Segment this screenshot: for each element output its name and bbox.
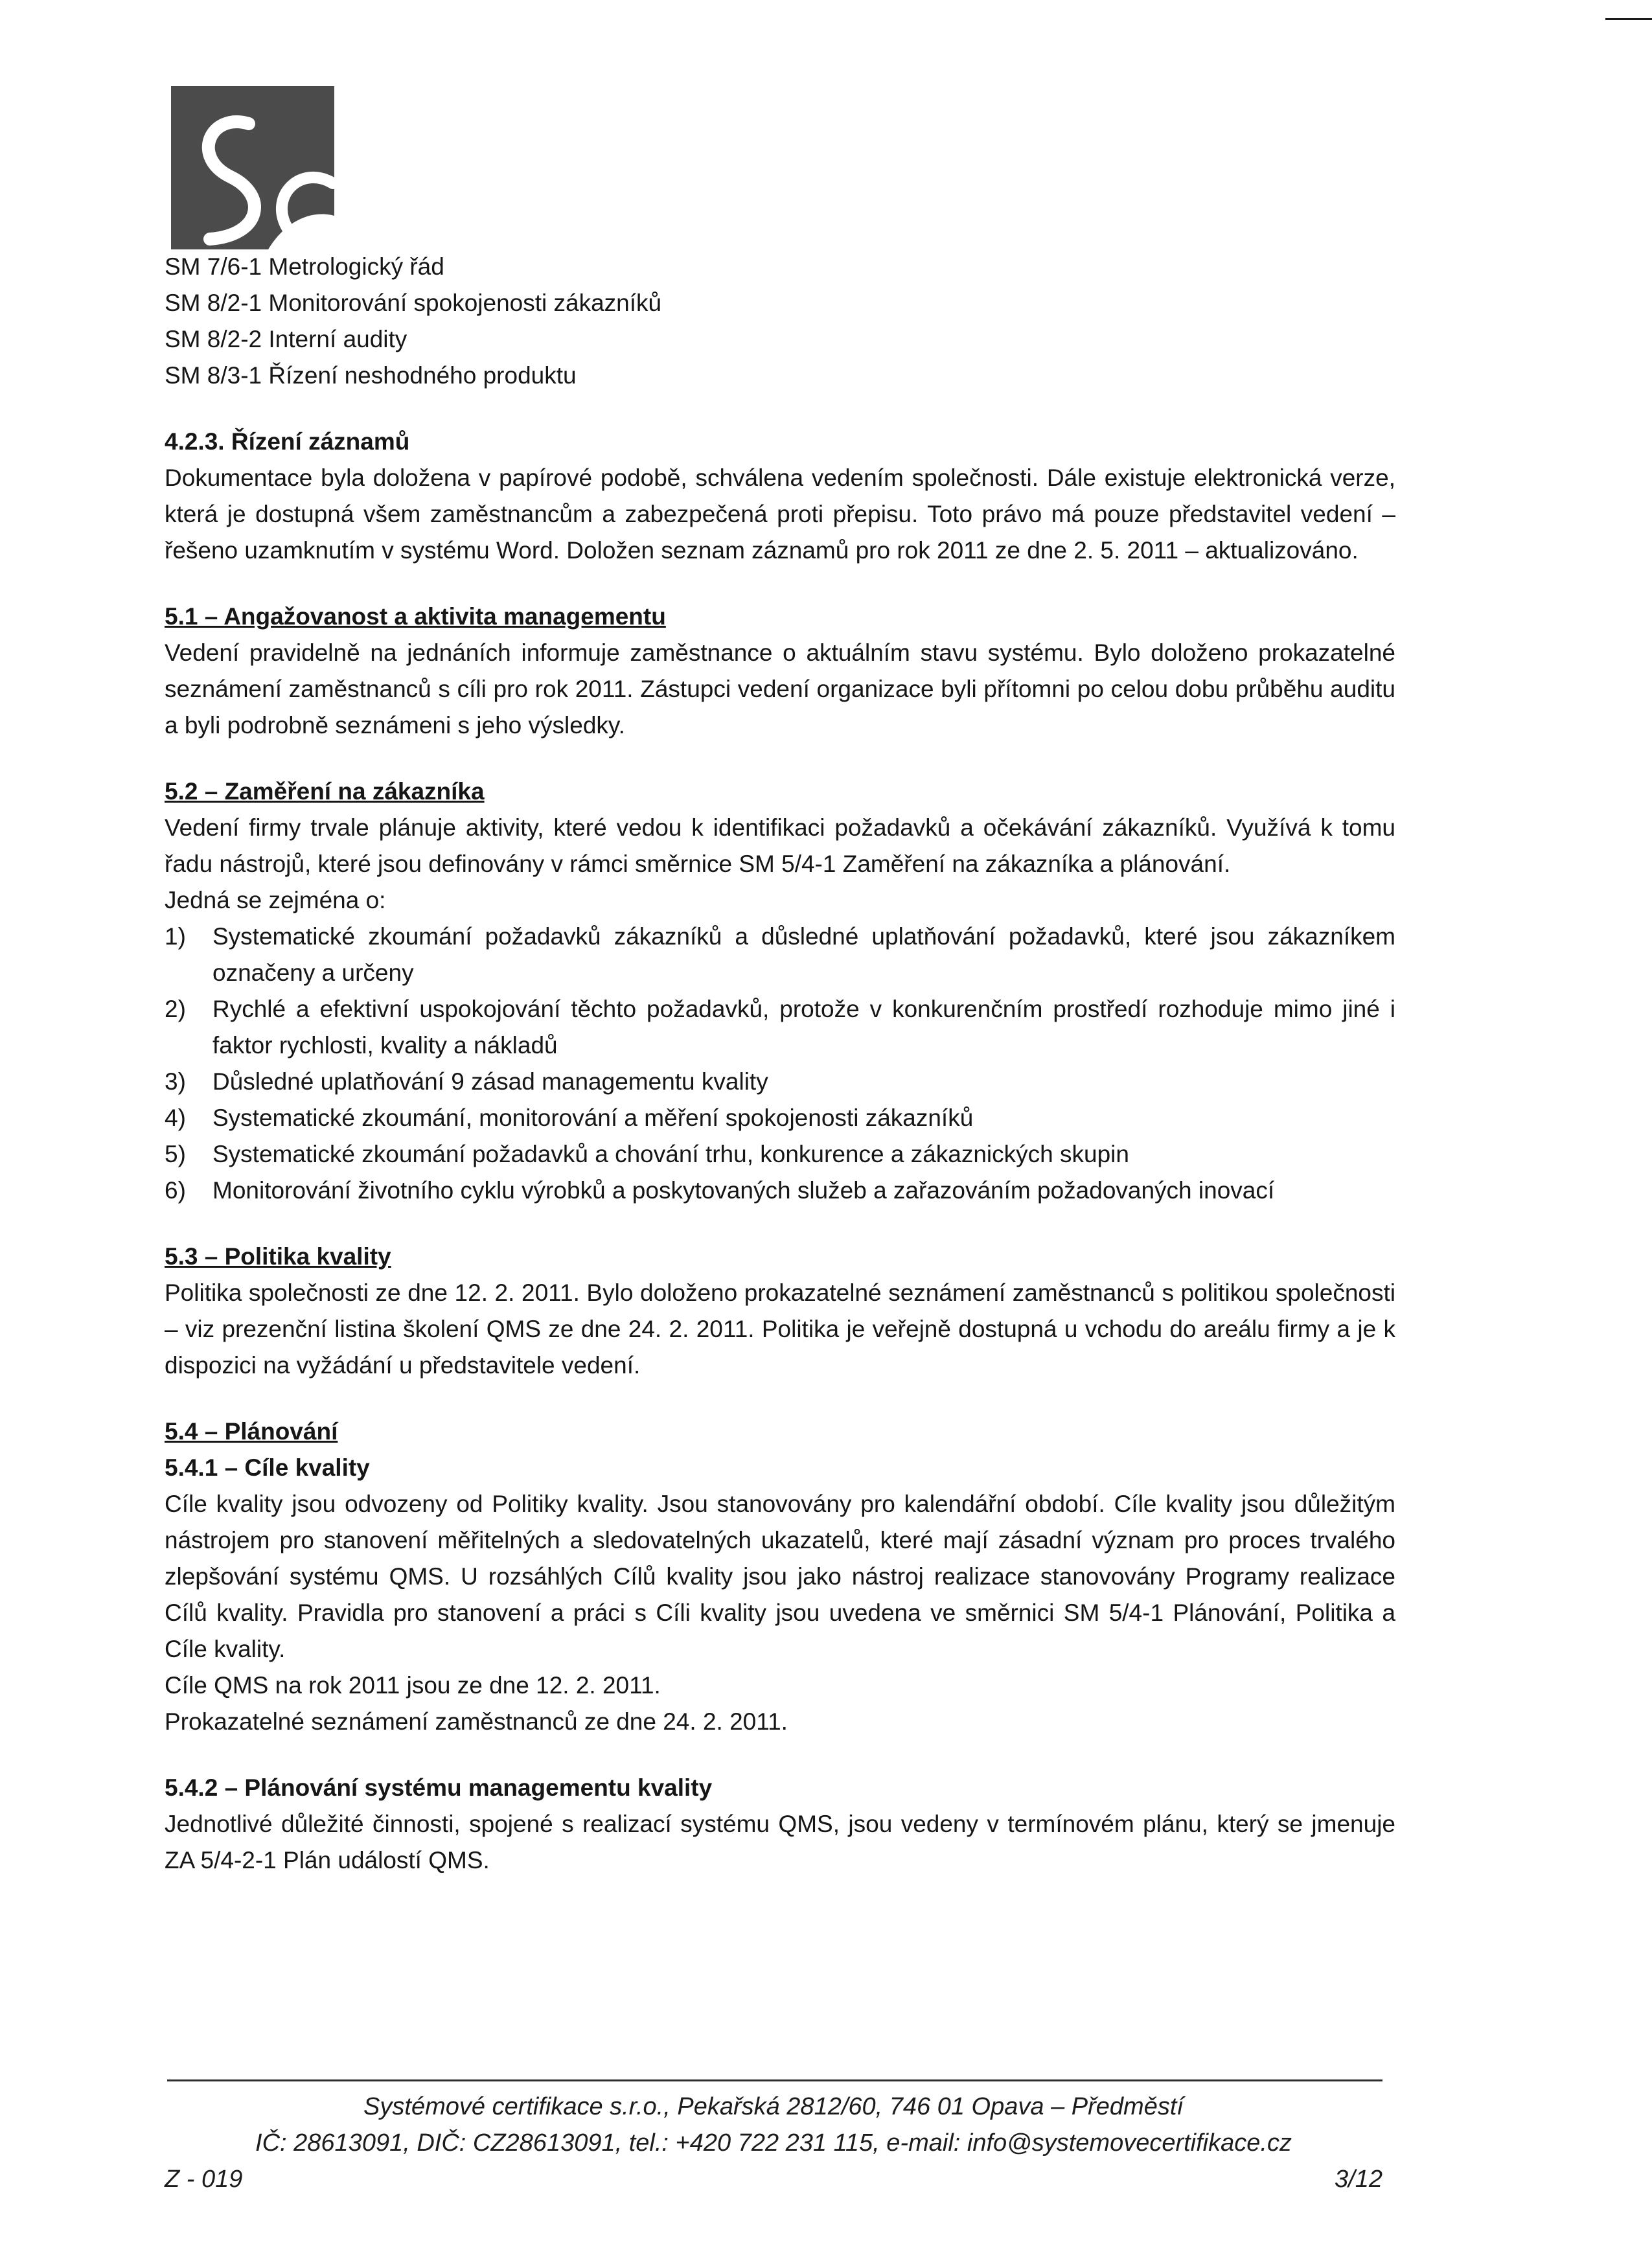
list-item-text: Systematické zkoumání požadavků zákazníků a důsledné uplatňování požadavků, které jsou zákazníkem označeny a určeny bbox=[212, 923, 1395, 986]
section-heading: 5.4 – Plánování bbox=[165, 1418, 338, 1445]
subsection-heading: 5.4.1 – Cíle kvality bbox=[165, 1454, 370, 1481]
section-line: Cíle QMS na rok 2011 jsou ze dne 12. 2. 2011. bbox=[165, 1672, 661, 1699]
reference-list bbox=[165, 249, 1395, 394]
list-item-number: 4) bbox=[165, 1105, 186, 1131]
reference-item: SM 8/2-1 Monitorování spokojenosti zákazníků bbox=[165, 290, 662, 316]
list-item-number: 3) bbox=[165, 1068, 186, 1095]
list-item bbox=[165, 1064, 1395, 1100]
list-item-text: Monitorování životního cyklu výrobků a poskytovaných služeb a zařazováním požadovaných inovací bbox=[212, 1177, 1275, 1204]
section-4-2-3 bbox=[165, 424, 1395, 569]
list-item bbox=[165, 991, 1395, 1064]
section-heading: 5.3 – Politika kvality bbox=[165, 1243, 391, 1270]
list-item-text: Systematické zkoumání požadavků a chování trhu, konkurence a zákaznických skupin bbox=[212, 1141, 1129, 1167]
reference-item: SM 7/6-1 Metrologický řád bbox=[165, 253, 444, 280]
list-item bbox=[165, 919, 1395, 991]
section-line: Prokazatelné seznámení zaměstnanců ze dne 24. 2. 2011. bbox=[165, 1708, 788, 1735]
section-5-1 bbox=[165, 599, 1395, 744]
list-intro: Jedná se zejména o: bbox=[165, 887, 386, 913]
subsection-heading: 5.4.2 – Plánování systému managementu kvality bbox=[165, 1774, 713, 1801]
section-heading: 4.2.3. Řízení záznamů bbox=[165, 428, 410, 455]
page-number: 3/12 bbox=[1335, 2166, 1382, 2193]
section-5-3 bbox=[165, 1239, 1395, 1384]
reference-item: SM 8/3-1 Řízení neshodného produktu bbox=[165, 362, 577, 389]
list-item-text: Systematické zkoumání, monitorování a měření spokojenosti zákazníků bbox=[212, 1105, 974, 1131]
document-code: Z - 019 bbox=[165, 2166, 243, 2193]
list-item bbox=[165, 1173, 1395, 1209]
section-paragraph: Politika společnosti ze dne 12. 2. 2011. Bylo doloženo prokazatelné seznámení zaměstnanců s politikou společnosti – viz prezenční listina školení QMS ze dne 24. 2. 2011. Politika je veřejně dostupná u vchodu do areálu firmy a je k dispozici na vyžádání u představitele vedení. bbox=[165, 1279, 1395, 1379]
footer-company-line: Systémové certifikace s.r.o., Pekařská 2812/60, 746 01 Opava – Předměstí bbox=[363, 2093, 1184, 2120]
section-paragraph: Cíle kvality jsou odvozeny od Politiky kvality. Jsou stanovovány pro kalendářní období. Cíle kvality jsou důležitým nástrojem pro stanovení měřitelných a sledovatelných ukazatelů, které mají zásadní význam pro proces trvalého zlepšování systému QMS. U rozsáhlých Cílů kvality jsou jako nástroj realizace stanovovány Programy realizace Cílů kvality. Pravidla pro stanovení a práci s Cíli kvality jsou uvedena ve směrnici SM 5/4-1 Plánování, Politika a Cíle kvality. bbox=[165, 1491, 1395, 1662]
section-paragraph: Dokumentace byla doložena v papírové podobě, schválena vedením společnosti. Dále existuje elektronická verze, která je dostupná všem zaměstnancům a zabezpečená proti přepisu. Toto právo má pouze představitel vedení – řešeno uzamknutím v systému Word. Doložen seznam záznamů pro rok 2011 ze dne 2. 5. 2011 – aktualizováno. bbox=[165, 464, 1395, 564]
numbered-list bbox=[165, 919, 1395, 1209]
list-item-number: 2) bbox=[165, 996, 186, 1022]
footer-meta-row bbox=[165, 2161, 1382, 2197]
section-paragraph: Vedení firmy trvale plánuje aktivity, které vedou k identifikaci požadavků a očekávání zákazníků. Využívá k tomu řadu nástrojů, které jsou definovány v rámci směrnice SM 5/4-1 Zaměření na zákazníka a plánování. bbox=[165, 814, 1395, 877]
document-body bbox=[165, 249, 1395, 1879]
page-footer bbox=[165, 2089, 1382, 2197]
section-heading: 5.1 – Angažovanost a aktivita managementu bbox=[165, 603, 666, 630]
list-item bbox=[165, 1100, 1395, 1136]
list-item-number: 5) bbox=[165, 1141, 186, 1167]
sc-monogram-logo bbox=[171, 86, 334, 249]
top-edge-rule bbox=[1605, 18, 1652, 20]
list-item-text: Rychlé a efektivní uspokojování těchto požadavků, protože v konkurenčním prostředí rozhoduje mimo jiné i faktor rychlosti, kvality a nákladů bbox=[212, 996, 1395, 1059]
list-item-number: 6) bbox=[165, 1177, 186, 1204]
footer-contact-line: IČ: 28613091, DIČ: CZ28613091, tel.: +420 722 231 115, e-mail: info@systemovecertifikace.cz bbox=[255, 2129, 1292, 2157]
list-item-text: Důsledné uplatňování 9 zásad managementu kvality bbox=[212, 1068, 768, 1095]
section-5-2 bbox=[165, 773, 1395, 1209]
section-paragraph: Vedení pravidelně na jednáních informuje zaměstnance o aktuálním stavu systému. Bylo doloženo prokazatelné seznámení zaměstnanců s cíli pro rok 2011. Zástupci vedení organizace byli přítomni po celou dobu průběhu auditu a byli podrobně seznámeni s jeho výsledky. bbox=[165, 639, 1395, 739]
list-item-number: 1) bbox=[165, 923, 186, 950]
section-heading: 5.2 – Zaměření na zákazníka bbox=[165, 778, 485, 805]
section-5-4 bbox=[165, 1414, 1395, 1879]
section-paragraph: Jednotlivé důležité činnosti, spojené s realizací systému QMS, jsou vedeny v termínovém plánu, který se jmenuje ZA 5/4-2-1 Plán událostí QMS. bbox=[165, 1811, 1395, 1873]
list-item bbox=[165, 1136, 1395, 1173]
reference-item: SM 8/2-2 Interní audity bbox=[165, 326, 407, 352]
footer-divider bbox=[167, 2079, 1382, 2081]
logo-icon bbox=[171, 86, 334, 249]
